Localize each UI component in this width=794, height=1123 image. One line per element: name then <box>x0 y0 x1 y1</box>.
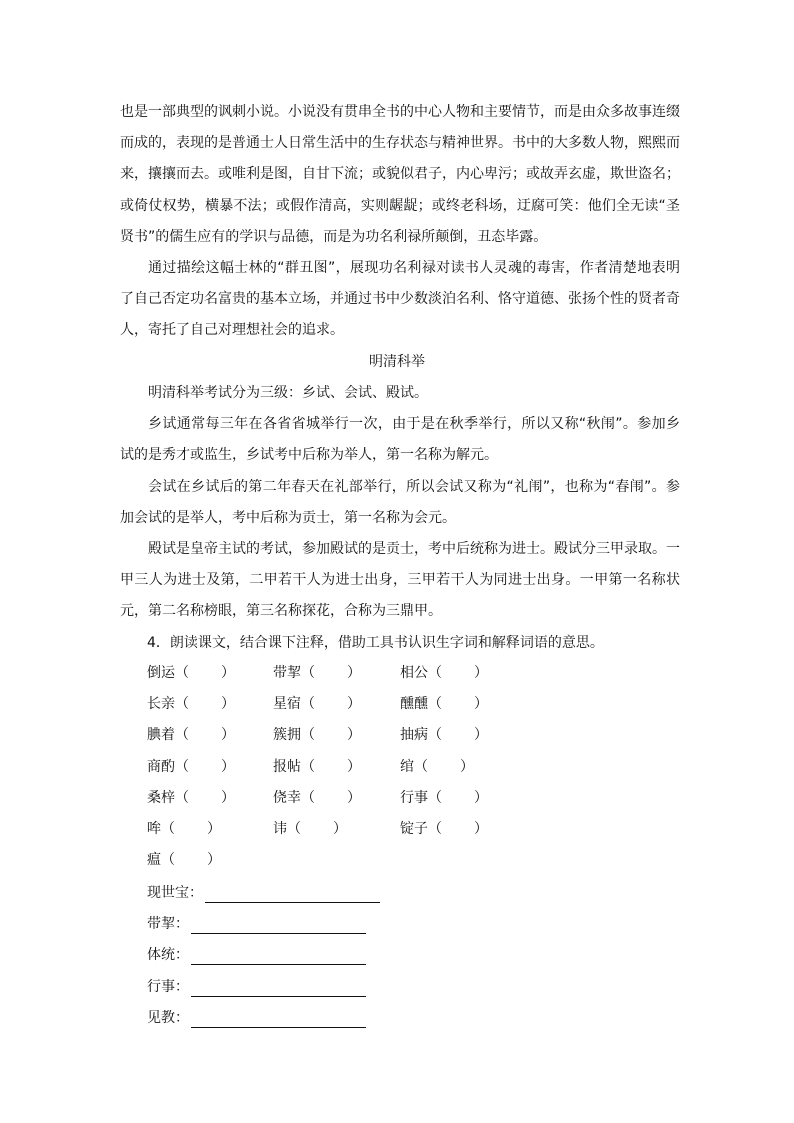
vocab-item <box>400 725 488 745</box>
fill-in-row <box>147 945 366 965</box>
paren-close: ） <box>221 665 235 681</box>
paren-open: （ <box>428 821 442 837</box>
paren-open: （ <box>175 727 189 744</box>
vocab-item <box>400 694 488 714</box>
vocab-word: 行事 <box>400 789 428 806</box>
paren-open: （ <box>301 789 315 806</box>
vocab-word: 商酌 <box>147 758 175 775</box>
paren-close: ） <box>347 665 361 681</box>
paren-close: ） <box>474 665 488 681</box>
vocab-item <box>400 663 488 683</box>
fill-in-row <box>147 914 366 934</box>
vocab-item <box>273 757 361 777</box>
paren-open: （ <box>428 665 442 681</box>
vocab-item <box>273 725 361 745</box>
vocab-word: 带挈 <box>273 665 301 681</box>
paren-close: ） <box>221 727 235 744</box>
paren-close: ） <box>221 789 235 806</box>
fill-in-row <box>147 1008 366 1028</box>
paren-close: ） <box>474 727 488 744</box>
vocab-item <box>400 757 474 777</box>
paren-open: （ <box>175 758 189 775</box>
vocab-word: 报帖 <box>273 758 301 775</box>
fill-in-blank[interactable] <box>205 886 380 903</box>
fill-in-label: 带挈： <box>147 916 189 933</box>
paren-open: （ <box>287 821 301 837</box>
paren-close: ） <box>347 727 361 744</box>
paren-open: （ <box>414 758 428 775</box>
paren-open: （ <box>301 727 315 744</box>
section-heading: 明清科举 <box>369 354 425 370</box>
vocab-item <box>147 757 235 777</box>
vocab-word: 抽病 <box>400 727 428 744</box>
paren-close: ） <box>347 758 361 775</box>
paren-open: （ <box>161 852 175 869</box>
vocab-word: 讳 <box>273 821 287 837</box>
vocab-item <box>147 850 221 870</box>
vocab-item <box>147 694 235 714</box>
paren-close: ） <box>333 821 347 837</box>
vocab-item <box>273 663 361 683</box>
question-4-instruction: 4．朗读课文，结合课下注释，借助工具书认识生字词和解释词语的意思。 <box>147 635 604 651</box>
paragraph-exam-levels: 明清科举考试分为三级：乡试、会试、殿试。 <box>148 385 428 401</box>
paragraph-satire-description: 也是一部典型的讽刺小说。小说没有贯串全书的中心人物和主要情节，而是由众多故事连缀而成的，表现的是普通士人日常生活中的生存状态与精神世界。书中的大多数人物，熙熙而来，攘攘而去。或唯利是图，自甘下流；或貌似君子，内心卑污；或故弄玄虚，欺世盗名；或倚仗权势，横暴不法；或假作清高，实则龌龊；或终老科场，迂腐可笑：他们全无读“圣贤书”的儒生应有的学识与品德，而是为功名利禄所颠倒，丑态毕露。 <box>120 104 680 245</box>
paren-open: （ <box>175 696 189 713</box>
paren-close: ） <box>474 696 488 713</box>
paren-close: ） <box>221 758 235 775</box>
vocab-item <box>147 819 221 839</box>
paren-open: （ <box>175 665 189 681</box>
fill-in-label: 行事： <box>147 978 189 995</box>
vocab-item <box>400 819 488 839</box>
vocab-item <box>273 788 361 808</box>
vocab-word: 瘟 <box>147 852 161 869</box>
vocab-word: 锭子 <box>400 821 428 837</box>
vocab-word: 侥幸 <box>273 789 301 806</box>
vocab-word: 桑梓 <box>147 789 175 806</box>
paren-close: ） <box>207 821 221 837</box>
vocab-word: 腆着 <box>147 727 175 744</box>
paren-open: （ <box>161 821 175 837</box>
paren-open: （ <box>175 789 189 806</box>
paren-open: （ <box>428 696 442 713</box>
vocab-word: 相公 <box>400 665 428 681</box>
vocab-word: 哞 <box>147 821 161 837</box>
fill-in-blank[interactable] <box>191 1011 366 1028</box>
paren-close: ） <box>347 696 361 713</box>
fill-in-blank[interactable] <box>191 980 366 997</box>
vocab-word: 长亲 <box>147 696 175 713</box>
fill-in-label: 体统： <box>147 947 189 964</box>
vocab-item <box>147 725 235 745</box>
paren-open: （ <box>428 789 442 806</box>
vocab-word: 绾 <box>400 758 414 775</box>
fill-in-label: 现世宝： <box>147 885 203 901</box>
fill-in-row <box>147 883 380 903</box>
vocab-word: 簇拥 <box>273 727 301 744</box>
vocab-item <box>147 663 235 683</box>
paren-open: （ <box>301 696 315 713</box>
fill-in-blank[interactable] <box>191 948 366 965</box>
vocab-item <box>273 819 347 839</box>
vocab-word: 倒运 <box>147 665 175 681</box>
paren-close: ） <box>347 789 361 806</box>
paren-close: ） <box>460 758 474 775</box>
paragraph-metropolitan-exam: 会试在乡试后的第二年春天在礼部举行，所以会试又称为“礼闱”，也称为“春闱”。参加会试的是举人，考中后称为贡士，第一名称为会元。 <box>120 479 680 527</box>
paren-open: （ <box>428 727 442 744</box>
paren-open: （ <box>301 758 315 775</box>
vocab-item <box>400 788 488 808</box>
fill-in-label: 见教： <box>147 1009 189 1026</box>
vocab-word: 星宿 <box>273 696 301 713</box>
paragraph-author-stance: 通过描绘这幅士林的“群丑图”，展现功名利禄对读书人灵魂的毒害，作者清楚地表明了自己否定功名富贵的基本立场，并通过书中少数淡泊名利、恪守道德、张扬个性的贤者奇人，寄托了自己对理想社会的追求。 <box>120 260 680 339</box>
paren-close: ） <box>474 821 488 837</box>
vocab-word: 醺醺 <box>400 696 428 713</box>
paren-close: ） <box>221 696 235 713</box>
paren-close: ） <box>474 789 488 806</box>
paren-open: （ <box>301 665 315 681</box>
paragraph-provincial-exam: 乡试通常每三年在各省省城举行一次，由于是在秋季举行，所以又称“秋闱”。参加乡试的是秀才或监生，乡试考中后称为举人，第一名称为解元。 <box>120 416 680 464</box>
paren-close: ） <box>207 852 221 869</box>
paragraph-palace-exam: 殿试是皇帝主试的考试，参加殿试的是贡士，考中后统称为进士。殿试分三甲录取。一甲三人为进士及第，二甲若干人为进士出身，三甲若干人为同进士出身。一甲第一名称状元，第二名称榜眼，第三名称探花，合称为三鼎甲。 <box>120 541 680 620</box>
vocab-item <box>147 788 235 808</box>
fill-in-row <box>147 977 366 997</box>
vocab-item <box>273 694 361 714</box>
fill-in-blank[interactable] <box>191 917 366 934</box>
